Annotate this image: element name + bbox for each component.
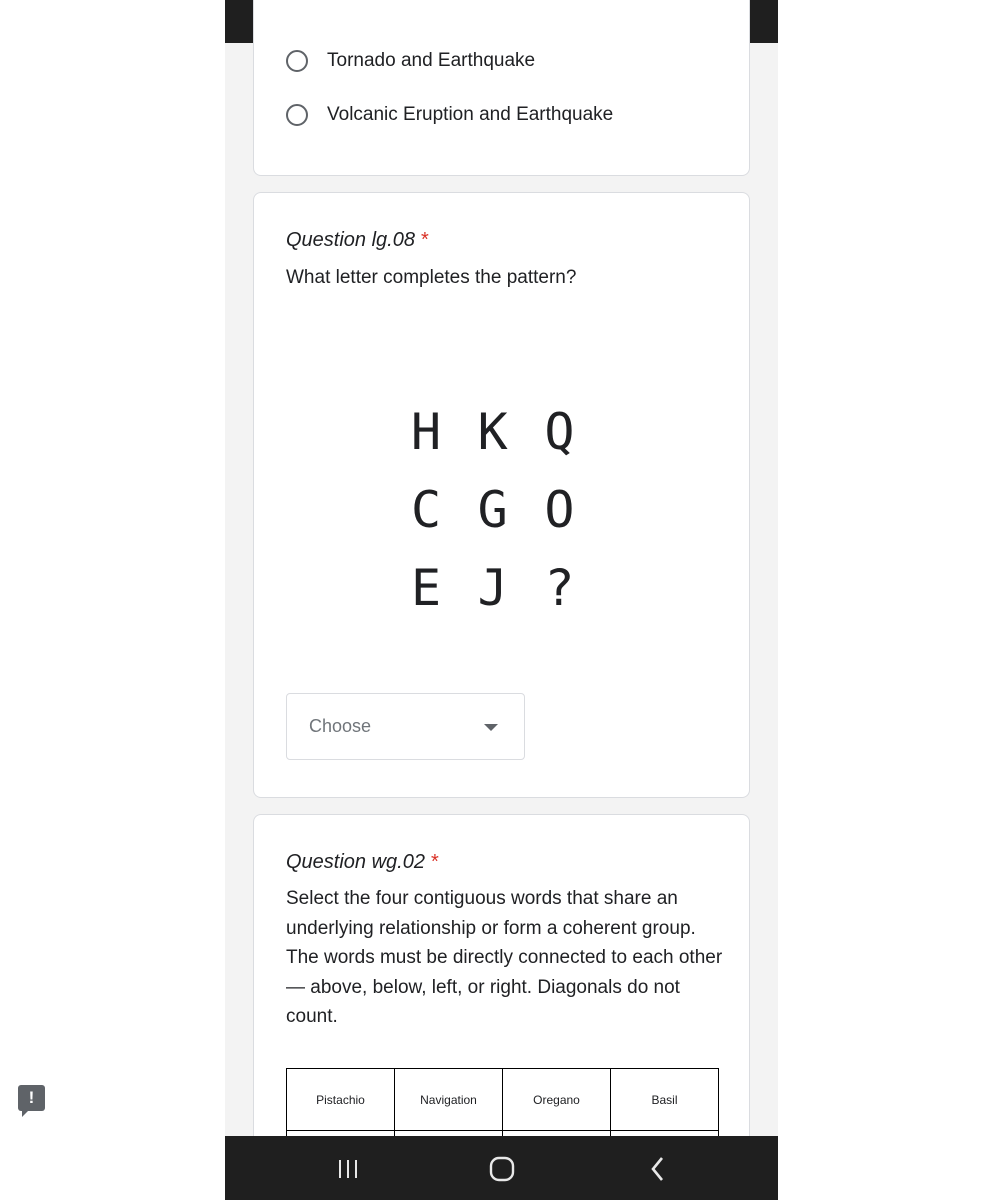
radio-option-label: Volcanic Eruption and Earthquake — [327, 104, 614, 125]
required-mark: * — [420, 229, 429, 251]
pattern-letter: K — [477, 403, 508, 461]
feedback-icon[interactable]: ! — [18, 1085, 45, 1111]
pattern-letter: Q — [544, 403, 575, 461]
question-description: What letter completes the pattern? — [286, 267, 577, 288]
pattern-letter: ? — [544, 559, 575, 617]
letter-pattern-image — [411, 393, 611, 627]
question-title: Question lg.08 * — [286, 229, 429, 251]
radio-button[interactable] — [286, 50, 308, 72]
dropdown-arrow-icon — [484, 724, 498, 731]
grid-row — [287, 1069, 719, 1131]
pattern-letter: G — [477, 481, 508, 539]
grid-cell[interactable]: Oregano — [503, 1069, 611, 1131]
pattern-letter: E — [411, 559, 442, 617]
pattern-letter: C — [411, 481, 442, 539]
radio-option[interactable] — [286, 104, 613, 126]
grid-cell[interactable]: Navigation — [395, 1069, 503, 1131]
home-icon[interactable] — [487, 1154, 517, 1184]
grid-cell[interactable]: Basil — [611, 1069, 719, 1131]
radio-option-label: Tornado and Earthquake — [327, 50, 536, 71]
pattern-letter: H — [411, 403, 442, 461]
back-icon[interactable] — [643, 1154, 673, 1184]
radio-option[interactable] — [286, 50, 535, 72]
question-description: Select the four contiguous words that share an underlying relationship or form a coherent group. The words must be directly connected to each other — above, below, left, or right. Diagonals do not count. — [286, 888, 723, 1028]
question-title: Question wg.02 * — [286, 851, 439, 873]
radio-button[interactable] — [286, 104, 308, 126]
phone-screen — [225, 0, 778, 1200]
answer-dropdown[interactable] — [286, 693, 525, 760]
recent-apps-icon[interactable] — [333, 1154, 363, 1184]
dropdown-placeholder: Choose — [309, 716, 372, 736]
required-mark: * — [430, 851, 439, 873]
grid-cell[interactable]: Pistachio — [287, 1069, 395, 1131]
system-navigation-bar — [225, 1136, 778, 1200]
question-card-lg08 — [253, 192, 750, 798]
pattern-letter: O — [544, 481, 575, 539]
question-card-previous — [253, 0, 750, 176]
pattern-letter: J — [477, 559, 508, 617]
